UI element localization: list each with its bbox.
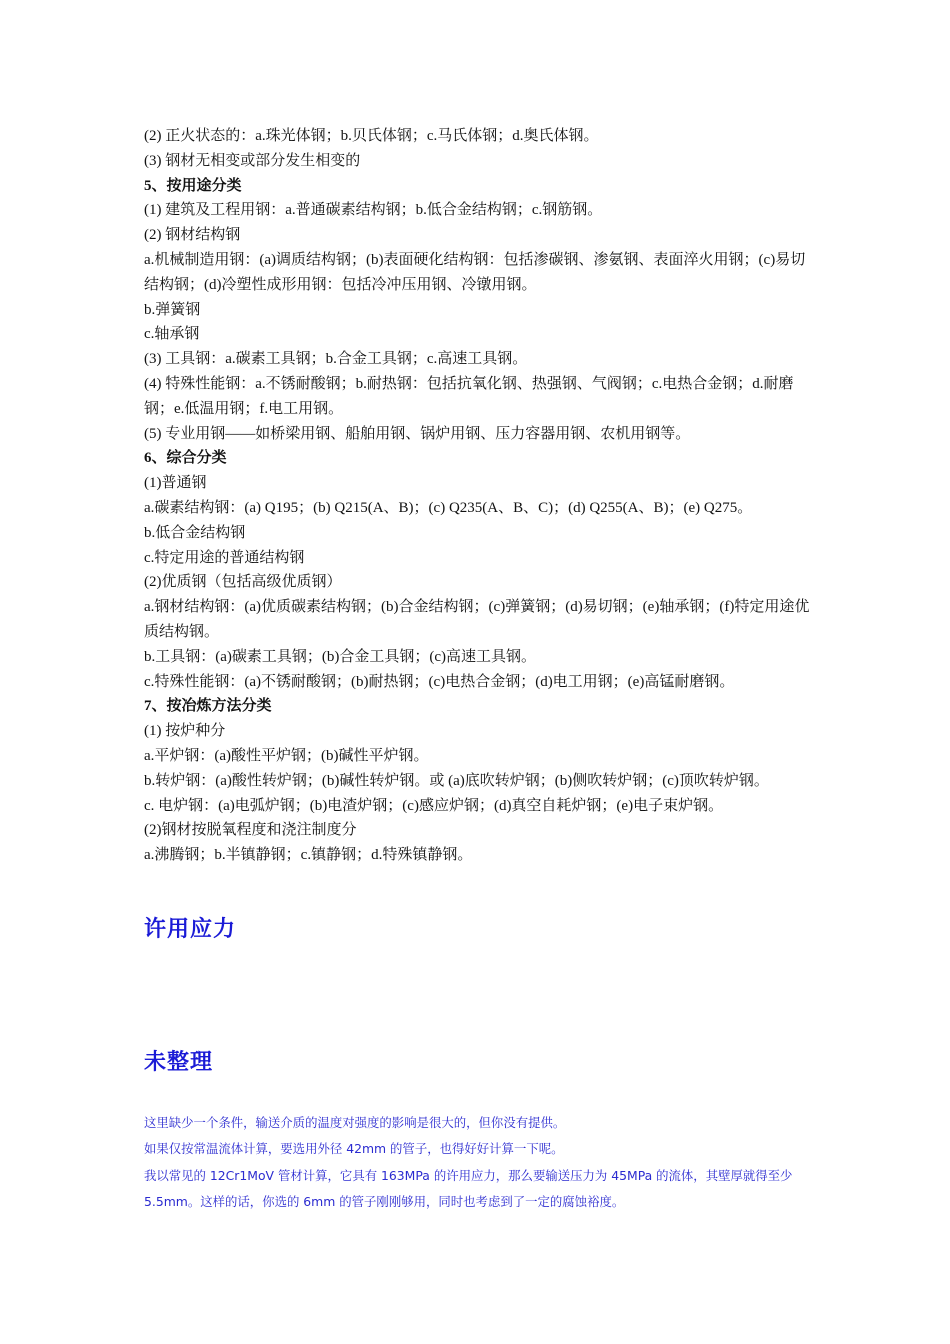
- body-line: b.工具钢：(a)碳素工具钢；(b)合金工具钢；(c)高速工具钢。: [144, 648, 537, 665]
- body-line: (1) 建筑及工程用钢：a.普通碳素结构钢；b.低合金结构钢；c.钢筋钢。: [144, 202, 603, 219]
- body-line: b.弹簧钢: [144, 301, 201, 318]
- body-line: a.沸腾钢；b.半镇静钢；c.镇静钢；d.特殊镇静钢。: [144, 847, 473, 864]
- section-title: 6、综合分类: [144, 450, 227, 467]
- note-paragraph: 这里缺少一个条件，输送介质的温度对强度的影响是很大的，但你没有提供。: [144, 1114, 566, 1130]
- body-line: a.碳素结构钢：(a) Q195；(b) Q215(A、B)；(c) Q235(A、B、C)；(d) Q255(A、B)；(e) Q275。: [144, 499, 753, 516]
- notes-block: [144, 1110, 816, 1216]
- section-title: 7、按冶炼方法分类: [144, 698, 272, 715]
- section-heading-unsorted: 未整理: [144, 1049, 214, 1075]
- body-line: (1) 按炉种分: [144, 723, 226, 740]
- body-line: b.低合金结构钢: [144, 524, 246, 541]
- body-line: (5) 专业用钢——如桥梁用钢、船舶用钢、锅炉用钢、压力容器用钢、农机用钢等。: [144, 425, 691, 442]
- body-line: c.轴承钢: [144, 326, 200, 343]
- body-line: a.机械制造用钢：(a)调质结构钢；(b)表面硬化结构钢：包括渗碳钢、渗氨钢、表面淬火用钢；(c)易切结构钢；(d)冷塑性成形用钢：包括冷冲压用钢、冷镦用钢。: [144, 251, 806, 293]
- note-paragraph: 如果仅按常温流体计算，要选用外径 42mm 的管子，也得好好计算一下呢。: [144, 1141, 564, 1157]
- body-line: b.转炉钢：(a)酸性转炉钢；(b)碱性转炉钢。或 (a)底吹转炉钢；(b)侧吹转炉钢；(c)顶吹转炉钢。: [144, 772, 769, 789]
- note-paragraph: 我以常见的 12Cr1MoV 管材计算，它具有 163MPa 的许用应力，那么要输送压力为 45MPa 的流体，其壁厚就得至少 5.5mm。这样的话，你选的 6mm 的管子刚刚够用，同时也考虑到了一定的腐蚀裕度。: [144, 1167, 793, 1210]
- section-title: 5、按用途分类: [144, 177, 242, 194]
- body-line: (2) 钢材结构钢: [144, 227, 241, 244]
- body-line: (3) 工具钢：a.碳素工具钢；b.合金工具钢；c.高速工具钢。: [144, 351, 528, 368]
- body-line: (2) 正火状态的：a.珠光体钢；b.贝氏体钢；c.马氏体钢；d.奥氏体钢。: [144, 128, 599, 144]
- body-line: c.特定用途的普通结构钢: [144, 549, 305, 566]
- body-line: (4) 特殊性能钢：a.不锈耐酸钢；b.耐热钢：包括抗氧化钢、热强钢、气阀钢；c.电热合金钢；d.耐磨钢；e.低温用钢；f.电工用钢。: [144, 375, 794, 417]
- body-line: a.钢材结构钢：(a)优质碳素结构钢；(b)合金结构钢；(c)弹簧钢；(d)易切钢；(e)轴承钢；(f)特定用途优质结构钢。: [144, 599, 810, 640]
- body-line: (2)优质钢（包括高级优质钢）: [144, 574, 342, 591]
- document-content: [144, 124, 816, 1216]
- section-heading-allowable-stress: 许用应力: [144, 916, 237, 942]
- body-line: c. 电炉钢：(a)电弧炉钢；(b)电渣炉钢；(c)感应炉钢；(d)真空自耗炉钢；(e)电子束炉钢。: [144, 797, 724, 814]
- body-text: [144, 124, 816, 868]
- body-line: (2)钢材按脱氧程度和浇注制度分: [144, 822, 357, 839]
- body-line: a.平炉钢：(a)酸性平炉钢；(b)碱性平炉钢。: [144, 747, 429, 764]
- body-line: (1)普通钢: [144, 475, 207, 492]
- body-line: (3) 钢材无相变或部分发生相变的: [144, 152, 361, 169]
- body-line: c.特殊性能钢：(a)不锈耐酸钢；(b)耐热钢；(c)电热合金钢；(d)电工用钢；(e)高锰耐磨钢。: [144, 673, 735, 690]
